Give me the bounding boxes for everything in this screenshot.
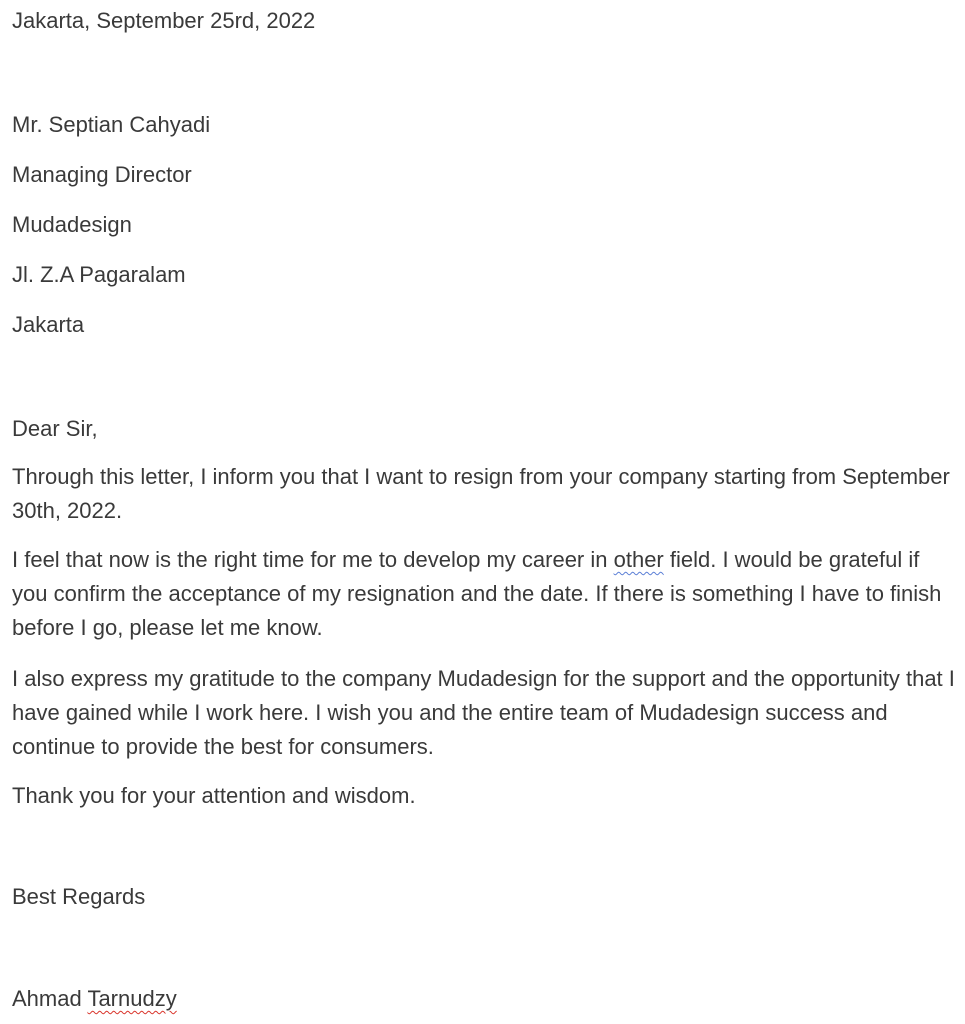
recipient-title: Managing Director bbox=[12, 162, 192, 187]
paragraph-thanks: Thank you for your attention and wisdom. bbox=[12, 783, 416, 808]
recipient-city: Jakarta bbox=[12, 312, 85, 337]
recipient-company: Mudadesign bbox=[12, 212, 132, 237]
paragraph-reason bbox=[12, 543, 957, 645]
signature-first-name: Ahmad bbox=[12, 986, 82, 1011]
recipient-street: Jl. Z.A Pagaralam bbox=[12, 262, 186, 287]
closing: Best Regards bbox=[12, 884, 146, 909]
signature-name bbox=[12, 986, 177, 1012]
salutation: Dear Sir, bbox=[12, 416, 98, 441]
paragraph-resignation: Through this letter, I inform you that I want to resign from your company starting from September 30th, 2022. bbox=[12, 464, 950, 523]
paragraph-reason-start: I feel that now is the right time for me to develop my career in bbox=[12, 547, 614, 572]
paragraph-gratitude: I also express my gratitude to the company Mudadesign for the support and the opportunity that I have gained while I work here. I wish you and the entire team of Mudadesign success and continue to provide the best for consumers. bbox=[12, 666, 955, 759]
date-line: Jakarta, September 25rd, 2022 bbox=[12, 8, 316, 33]
grammar-flagged-word[interactable]: other bbox=[613, 547, 664, 572]
recipient-name: Mr. Septian Cahyadi bbox=[12, 112, 211, 137]
paragraph-reason-end: field. I would be grateful if you confirm the acceptance of my resignation and the date. If there is something I have to finish before I go, please let me know. bbox=[12, 547, 942, 640]
spelling-flagged-word[interactable]: Tarnudzy bbox=[87, 986, 177, 1011]
